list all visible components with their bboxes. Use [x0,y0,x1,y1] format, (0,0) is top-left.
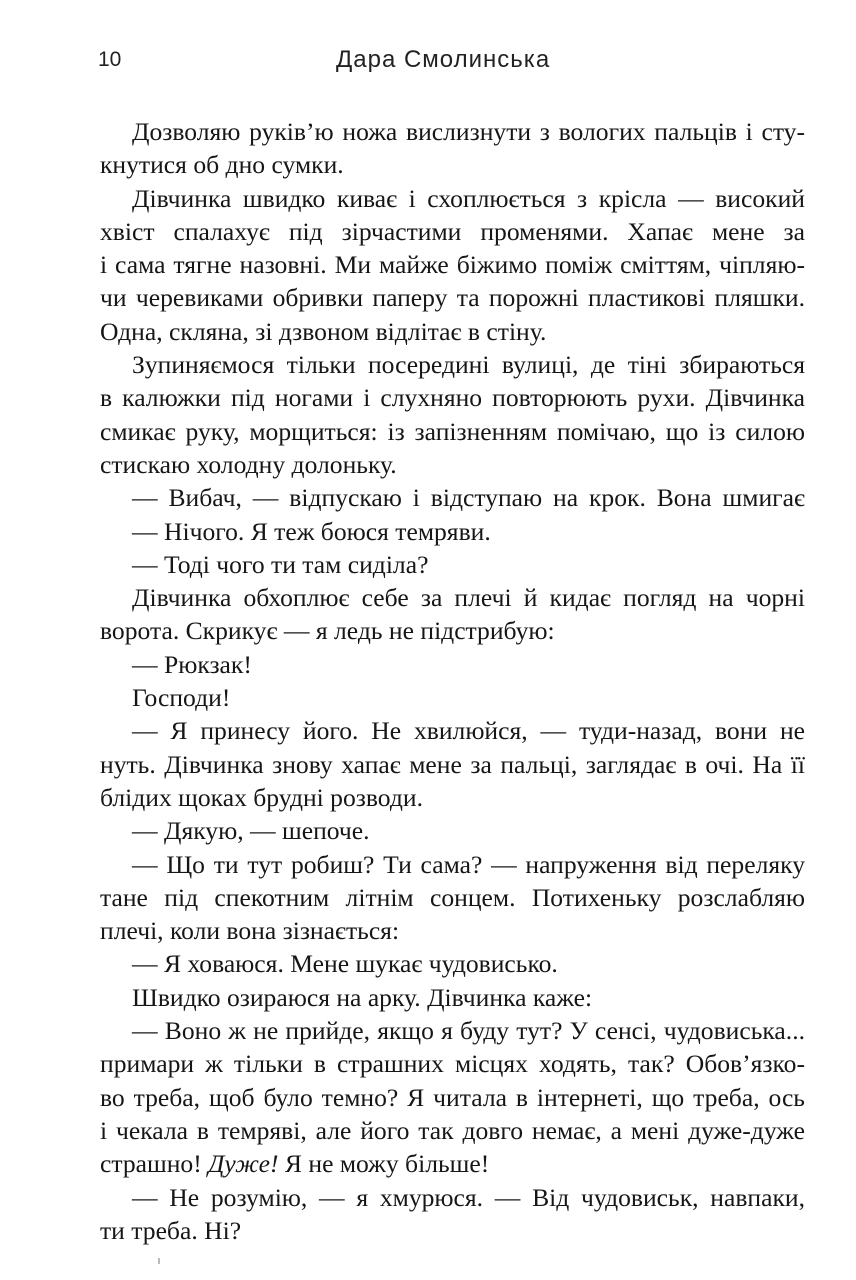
text-line: примари ж тільки в страшних місцях ходять, так? Обов’язко- [100,1049,805,1079]
text-line: — Тоді чого ти там сиділа? [132,549,429,579]
running-title: Дара Смолинська [336,46,551,73]
text-line: кнутися об дно сумки. [100,150,344,180]
text-line: в калюжки під ногами і слухняно повторюють рухи. Дівчинка [100,383,805,413]
text-line: — Нічого. Я теж боюся темряви. [132,516,491,546]
text-line: хвіст спалахує під зірчастими променями. Хапає мене за [100,216,805,246]
text-line: блідих щоках брудні розводи. [100,782,423,812]
text-fragment: страшно! [100,1149,209,1179]
italic-emphasis: Дуже! [208,1149,279,1179]
text-line: Дівчинка обхоплює себе за плечі й кидає погляд на чорні [132,583,805,613]
text-line: нуть. Дівчинка знову хапає мене за пальці, заглядає в очі. На її [100,749,805,779]
text-line: — Воно ж не прийде, якщо я буду тут? У сенсі, чудовиська... [132,1016,805,1046]
text-line: — Я ховаюся. Мене шукає чудовисько. [132,949,558,979]
text-line: — Не розумію, — я хмурюся. — Від чудовиськ, навпаки, [132,1182,805,1212]
text-line: — Вибач, — відпускаю і відступаю на крок. Вона шмигає [132,483,805,513]
scan-speck [158,1258,160,1264]
text-line: Зупиняємося тільки посередині вулиці, де тіні збираються [132,350,805,380]
text-line: Одна, скляна, зі дзвоном відлітає в стіну. [100,316,547,346]
page-number: 10 [98,48,122,71]
text-line: во треба, щоб було темно? Я читала в інтернеті, що треба, ось [100,1082,805,1112]
text-line: Дівчинка швидко киває і схоплюється з крісла — високий [132,183,805,213]
text-line: — Що ти тут робиш? Ти сама? — напруження від переляку [132,849,805,879]
text-line: Швидко озираюся на арку. Дівчинка каже: [132,982,593,1012]
text-line: плечі, коли вона зізнається: [100,916,400,946]
text-line: тане під спекотним літнім сонцем. Потихеньку розслабляю [100,882,805,912]
text-line-with-italic [100,1147,805,1180]
text-line: Господи! [132,683,231,713]
text-line: ти треба. Ні? [100,1215,242,1245]
text-line: і чекала в темряві, але його так довго немає, а мені дуже-дуже [100,1115,805,1145]
text-line: стискаю холодну долоньку. [100,449,397,479]
text-line: — Рюкзак! [132,649,252,679]
text-line: — Я принесу його. Не хвилюйся, — туди-назад, вони не [132,716,805,746]
body-text [100,115,805,1247]
text-line: — Дякую, — шепоче. [132,816,370,846]
text-line: смикає руку, морщиться: із запізненням помічаю, що із силою [100,416,805,446]
text-line: і сама тягне назовні. Ми майже біжимо поміж сміттям, чіпляю- [100,250,805,280]
text-fragment: Я не можу більше! [278,1149,490,1179]
text-line: чи черевиками обривки паперу та порожні пластикові пляшки. [100,283,805,313]
text-line: Дозволяю руків’ю ножа вислизнути з вологих пальців і сту- [132,117,805,146]
page-header [0,42,856,82]
text-line: ворота. Скрикує — я ледь не підстрибую: [100,616,555,646]
